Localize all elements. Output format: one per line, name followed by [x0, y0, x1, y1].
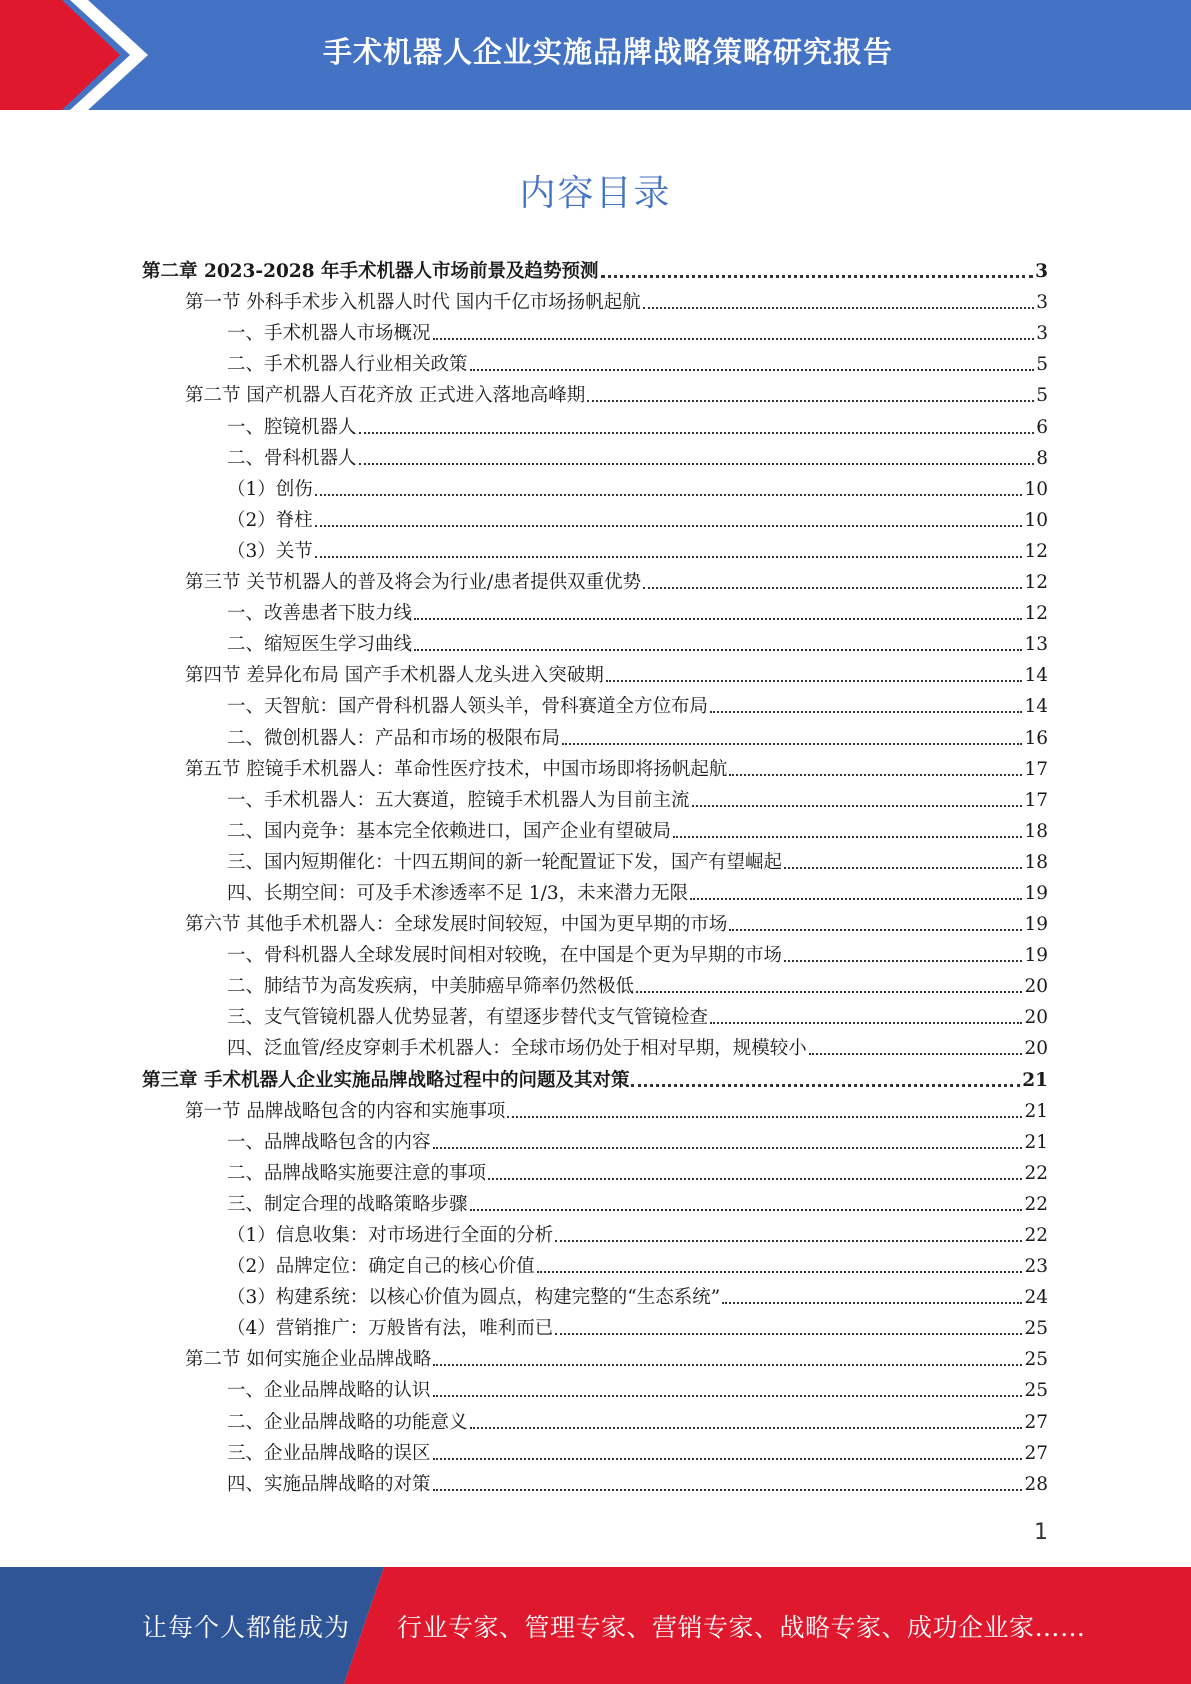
- toc-dot-leader: [555, 1240, 1022, 1242]
- toc-dot-leader: [433, 1395, 1023, 1397]
- toc-entry-label: 三、国内短期催化：十四五期间的新一轮配置证下发，国产有望崛起: [227, 851, 783, 873]
- toc-dot-leader: [692, 805, 1023, 807]
- toc-entry-label: 三、制定合理的战略策略步骤: [227, 1193, 468, 1215]
- toc-entry[interactable]: [142, 1466, 1048, 1497]
- toc-dot-leader: [470, 1427, 1023, 1429]
- toc-dot-leader: [433, 1489, 1023, 1491]
- toc-entry-page: 17: [1024, 789, 1048, 811]
- toc-entry-label: 三、企业品牌战略的误区: [227, 1442, 431, 1464]
- toc-entry[interactable]: [142, 999, 1048, 1030]
- toc-entry[interactable]: [142, 315, 1048, 346]
- toc-dot-leader: [784, 867, 1022, 869]
- toc-entry-label: 二、品牌战略实施要注意的事项: [227, 1162, 487, 1184]
- header-banner: [0, 0, 1191, 110]
- toc-entry-label: 一、手术机器人市场概况: [227, 323, 431, 345]
- toc-entry[interactable]: [142, 1186, 1048, 1217]
- toc-entry-label: 四、实施品牌战略的对策: [227, 1473, 431, 1495]
- toc-dot-leader: [809, 1053, 1023, 1055]
- toc-entry-page: 27: [1024, 1411, 1048, 1433]
- toc-entry-page: 12: [1024, 603, 1048, 625]
- toc-dot-leader: [722, 1302, 1022, 1304]
- toc-entry-page: 21: [1022, 1069, 1048, 1091]
- toc-entry-page: 5: [1036, 385, 1048, 407]
- toc-dot-leader: [562, 743, 1022, 745]
- toc-dot-leader: [710, 711, 1022, 713]
- toc-dot-leader: [359, 432, 1035, 434]
- toc-entry-page: 10: [1024, 478, 1048, 500]
- toc-dot-leader: [470, 1209, 1023, 1211]
- toc-dot-leader: [729, 929, 1022, 931]
- toc-dot-leader: [587, 400, 1034, 402]
- toc-entry-page: 19: [1024, 882, 1048, 904]
- toc-entry-page: 22: [1024, 1162, 1048, 1184]
- toc-entry-page: 19: [1024, 945, 1048, 967]
- toc-dot-leader: [315, 494, 1023, 496]
- toc-entry[interactable]: [142, 813, 1048, 844]
- toc-entry-label: 一、品牌战略包含的内容: [227, 1131, 431, 1153]
- toc-entry[interactable]: [142, 1310, 1048, 1341]
- toc-entry[interactable]: [142, 1372, 1048, 1403]
- toc-dot-leader: [315, 556, 1023, 558]
- footer-slogan-right: 行业专家、管理专家、营销专家、战略专家、成功企业家……: [397, 1612, 1086, 1642]
- toc-entry-label: 第五节 腔镜手术机器人：革命性医疗技术，中国市场即将扬帆起航: [185, 758, 728, 780]
- toc-entry-label: （2）脊柱: [227, 509, 313, 531]
- toc-entry[interactable]: [142, 284, 1048, 315]
- toc-entry-label: 二、肺结节为高发疾病，中美肺癌早筛率仍然极低: [227, 976, 635, 998]
- page-number: 1: [1034, 1520, 1048, 1545]
- toc-entry-page: 8: [1036, 447, 1048, 469]
- toc-entry[interactable]: [142, 377, 1048, 408]
- toc-entry-label: 第二节 如何实施企业品牌战略: [185, 1349, 432, 1371]
- footer-banner: [0, 1567, 1191, 1684]
- toc-entry-label: （4）营销推广：万般皆有法，唯利而已: [227, 1318, 554, 1340]
- toc-entry[interactable]: [142, 1279, 1048, 1310]
- toc-entry-page: 25: [1024, 1380, 1048, 1402]
- toc-entry-page: 18: [1024, 820, 1048, 842]
- toc-entry-label: 三、支气管镜机器人优势显著，有望逐步替代支气管镜检查: [227, 1007, 709, 1029]
- toc-dot-leader: [433, 1364, 1022, 1366]
- toc-entry-page: 25: [1024, 1318, 1048, 1340]
- toc-dot-leader: [636, 991, 1022, 993]
- toc-dot-leader: [631, 1084, 1020, 1087]
- toc-dot-leader: [643, 587, 1022, 589]
- toc-entry-label: 二、国内竞争：基本完全依赖进口，国产企业有望破局: [227, 820, 672, 842]
- toc-entry-page: 28: [1024, 1473, 1048, 1495]
- toc-entry[interactable]: [142, 1093, 1048, 1124]
- toc-entry-label: 一、腔镜机器人: [227, 416, 357, 438]
- toc-entry-label: 第一节 品牌战略包含的内容和实施事项: [185, 1100, 506, 1122]
- footer-slogan-left: 让每个人都能成为: [142, 1612, 351, 1642]
- toc-entry-page: 3: [1035, 261, 1048, 283]
- toc-dot-leader: [315, 525, 1023, 527]
- toc-entry[interactable]: [142, 719, 1048, 750]
- toc-entry-page: 14: [1024, 665, 1048, 687]
- toc-entry-label: 二、手术机器人行业相关政策: [227, 354, 468, 376]
- toc-entry[interactable]: [142, 502, 1048, 533]
- toc-entry[interactable]: [142, 533, 1048, 564]
- toc-entry-page: 21: [1024, 1100, 1048, 1122]
- toc-dot-leader: [690, 898, 1022, 900]
- toc-entry-page: 20: [1024, 1038, 1048, 1060]
- toc-entry-page: 13: [1024, 634, 1048, 656]
- toc-entry[interactable]: [142, 1217, 1048, 1248]
- toc-entry-page: 10: [1024, 509, 1048, 531]
- toc-entry[interactable]: [142, 937, 1048, 968]
- toc-entry[interactable]: [142, 1061, 1048, 1092]
- toc-entry-page: 14: [1024, 696, 1048, 718]
- toc-entry-page: 24: [1024, 1287, 1048, 1309]
- toc-entry[interactable]: [142, 471, 1048, 502]
- toc-entry-page: 20: [1024, 976, 1048, 998]
- toc-entry[interactable]: [142, 751, 1048, 782]
- toc-dot-leader: [433, 1147, 1023, 1149]
- toc-entry-page: 22: [1024, 1225, 1048, 1246]
- toc-dot-leader: [507, 1116, 1022, 1118]
- toc-dot-leader: [414, 618, 1022, 620]
- toc-dot-leader: [433, 1458, 1023, 1460]
- toc-entry-page: 12: [1024, 540, 1048, 562]
- toc-entry-label: 二、企业品牌战略的功能意义: [227, 1411, 468, 1433]
- toc-entry-label: （3）关节: [227, 540, 313, 562]
- toc-entry-label: 第三节 关节机器人的普及将会为行业/患者提供双重优势: [185, 572, 642, 594]
- toc-entry-page: 18: [1024, 851, 1048, 873]
- toc-entry[interactable]: [142, 875, 1048, 906]
- toc-entry[interactable]: [142, 1248, 1048, 1279]
- toc-entry[interactable]: [142, 782, 1048, 813]
- toc-dot-leader: [488, 1178, 1022, 1180]
- toc-entry-label: 第四节 差异化布局 国产手术机器人龙头进入突破期: [185, 665, 604, 687]
- toc-entry[interactable]: [142, 1435, 1048, 1466]
- toc-entry-label: 四、泛血管/经皮穿刺手术机器人：全球市场仍处于相对早期，规模较小: [227, 1038, 807, 1060]
- toc-entry-page: 12: [1024, 572, 1048, 594]
- toc-entry[interactable]: [142, 440, 1048, 471]
- toc-entry-label: 第一节 外科手术步入机器人时代 国内千亿市场扬帆起航: [185, 292, 641, 314]
- toc-entry-label: 一、骨科机器人全球发展时间相对较晚，在中国是个更为早期的市场: [227, 945, 783, 967]
- toc-entry-page: 27: [1024, 1442, 1048, 1464]
- toc-entry-label: 第三章 手术机器人企业实施品牌战略过程中的问题及其对策: [142, 1069, 630, 1091]
- toc-entry-label: 第六节 其他手术机器人：全球发展时间较短，中国为更早期的市场: [185, 914, 728, 936]
- toc-entry-page: 5: [1036, 354, 1048, 376]
- toc-dot-leader: [537, 1271, 1023, 1273]
- toc-entry-label: 二、骨科机器人: [227, 447, 357, 469]
- toc-entry[interactable]: [142, 844, 1048, 875]
- toc-entry[interactable]: [142, 1403, 1048, 1434]
- toc-entry-label: 四、长期空间：可及手术渗透率不足 1/3，未来潜力无限: [227, 882, 689, 904]
- toc-entry-label: 第二节 国产机器人百花齐放 正式进入落地高峰期: [185, 385, 586, 407]
- toc-entry-label: （1）创伤: [227, 478, 313, 500]
- toc-entry-label: （1）信息收集：对市场进行全面的分析: [227, 1225, 554, 1246]
- toc-entry-label: （3）构建系统：以核心价值为圆点，构建完整的“生态系统”: [227, 1287, 721, 1309]
- toc-entry[interactable]: [142, 657, 1048, 688]
- table-of-contents: [142, 253, 1048, 1497]
- toc-dot-leader: [555, 1333, 1022, 1335]
- toc-entry-page: 17: [1024, 758, 1048, 780]
- toc-entry-label: 一、手术机器人：五大赛道，腔镜手术机器人为目前主流: [227, 789, 690, 811]
- toc-dot-leader: [433, 338, 1035, 340]
- toc-entry-label: 一、企业品牌战略的认识: [227, 1380, 431, 1402]
- toc-entry[interactable]: [142, 564, 1048, 595]
- toc-entry[interactable]: [142, 626, 1048, 657]
- toc-entry[interactable]: [142, 595, 1048, 626]
- toc-dot-leader: [729, 774, 1022, 776]
- toc-entry-label: 一、天智航：国产骨科机器人领头羊，骨科赛道全方位布局: [227, 696, 709, 718]
- toc-dot-leader: [414, 649, 1022, 651]
- toc-dot-leader: [710, 1022, 1022, 1024]
- toc-dot-leader: [784, 960, 1022, 962]
- toc-dot-leader: [359, 463, 1035, 465]
- toc-entry[interactable]: [142, 1124, 1048, 1155]
- toc-entry[interactable]: [142, 253, 1048, 284]
- toc-heading: 内容目录: [519, 173, 672, 214]
- toc-entry-label: 二、缩短医生学习曲线: [227, 634, 413, 656]
- toc-entry-page: 3: [1036, 292, 1048, 314]
- report-title: 手术机器人企业实施品牌战略策略研究报告: [322, 34, 893, 69]
- toc-entry-label: （2）品牌定位：确定自己的核心价值: [227, 1256, 535, 1278]
- toc-entry[interactable]: [142, 1155, 1048, 1186]
- toc-entry[interactable]: [142, 688, 1048, 719]
- toc-entry-label: 第二章 2023-2028 年手术机器人市场前景及趋势预测: [142, 261, 599, 283]
- toc-entry-page: 23: [1024, 1256, 1048, 1278]
- toc-entry-label: 一、改善患者下肢力线: [227, 603, 413, 625]
- toc-entry[interactable]: [142, 408, 1048, 439]
- toc-entry-page: 16: [1024, 727, 1048, 749]
- toc-entry-page: 19: [1024, 914, 1048, 936]
- toc-entry[interactable]: [142, 1030, 1048, 1061]
- toc-entry-page: 21: [1024, 1131, 1048, 1153]
- toc-entry[interactable]: [142, 906, 1048, 937]
- toc-dot-leader: [601, 275, 1034, 278]
- toc-entry[interactable]: [142, 968, 1048, 999]
- toc-entry[interactable]: [142, 346, 1048, 377]
- toc-dot-leader: [470, 369, 1035, 371]
- toc-dot-leader: [643, 307, 1034, 309]
- toc-entry[interactable]: [142, 1341, 1048, 1372]
- toc-entry-page: 6: [1036, 416, 1048, 438]
- toc-entry-page: 22: [1024, 1193, 1048, 1215]
- toc-dot-leader: [606, 680, 1023, 682]
- toc-entry-page: 25: [1024, 1349, 1048, 1371]
- toc-entry-page: 3: [1036, 323, 1048, 345]
- toc-entry-page: 20: [1024, 1007, 1048, 1029]
- toc-entry-label: 二、微创机器人：产品和市场的极限布局: [227, 727, 561, 749]
- toc-dot-leader: [673, 836, 1022, 838]
